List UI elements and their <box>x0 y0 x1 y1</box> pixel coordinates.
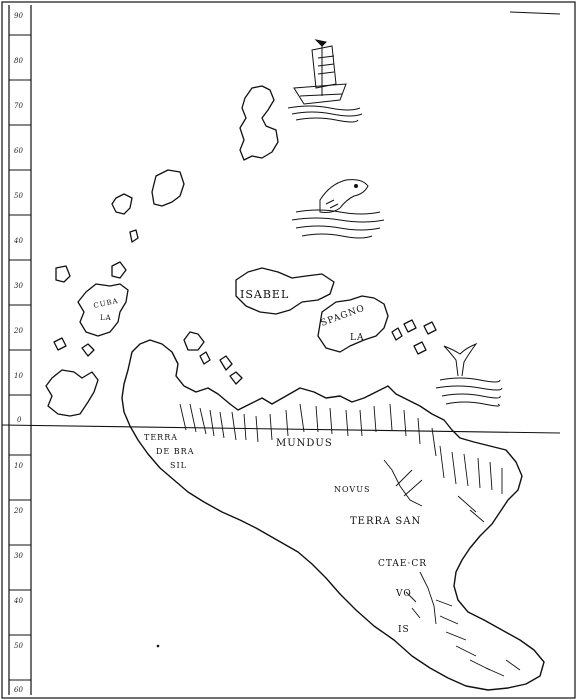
ship-illustration <box>288 40 362 122</box>
island-small-8 <box>424 322 436 334</box>
scale-label-50: 50 <box>14 192 23 200</box>
label-spagnola-top: SPAGNO <box>319 303 367 329</box>
scale-label-s50: 50 <box>14 642 23 650</box>
island-small-11 <box>184 332 204 350</box>
label-vo: VO <box>396 589 412 599</box>
scale-label-90: 90 <box>14 12 23 20</box>
label-cuba-bottom: LA <box>100 314 112 322</box>
map-border <box>2 2 575 698</box>
island-small-12 <box>200 352 210 364</box>
map-dot <box>157 645 160 648</box>
south-america-outline <box>122 340 544 690</box>
island-small-10 <box>414 342 426 354</box>
label-de-bra: DE BRA <box>156 447 195 456</box>
island-small-2 <box>130 230 138 242</box>
label-isabel: ISABEL <box>240 288 290 301</box>
scale-label-s30: 30 <box>14 552 23 560</box>
island-cuba <box>78 284 128 336</box>
island-small-7 <box>404 320 416 332</box>
scale-label-70: 70 <box>14 102 23 110</box>
sea-monster-illustration <box>292 180 384 238</box>
scale-label-s40: 40 <box>14 597 23 605</box>
label-spagnola-bottom: LA <box>350 333 365 343</box>
scale-label-20: 20 <box>14 327 23 335</box>
river-2 <box>420 572 436 624</box>
label-ctae-cr: CTAE·CR <box>378 559 427 569</box>
latitude-scale <box>9 5 31 695</box>
scale-label-10: 10 <box>14 372 23 380</box>
island-small-4 <box>112 262 126 278</box>
scale-label-40: 40 <box>14 237 23 245</box>
island-small-14 <box>230 372 242 384</box>
island-small-9 <box>392 328 402 340</box>
island-small-1 <box>112 194 132 214</box>
island-north-large <box>240 86 278 160</box>
corner-mark <box>510 12 560 14</box>
scale-label-s60: 60 <box>14 686 23 694</box>
label-novus: NOVUS <box>334 485 371 494</box>
label-terra: TERRA <box>144 433 178 442</box>
whale-tail-illustration <box>436 344 502 406</box>
label-sil: SIL <box>170 461 187 470</box>
island-mid <box>152 170 184 206</box>
scale-label-s20: 20 <box>14 507 23 515</box>
equator-line <box>2 425 560 433</box>
island-small-6 <box>82 344 94 356</box>
island-small-5 <box>54 338 66 350</box>
island-southwest <box>46 370 98 416</box>
scale-label-60: 60 <box>14 147 23 155</box>
scale-label-equator: 0 <box>17 416 22 424</box>
label-mundus: MUNDUS <box>276 438 333 449</box>
scale-label-80: 80 <box>14 57 23 65</box>
label-cuba-top: CUBA <box>92 296 120 310</box>
scale-label-30: 30 <box>14 282 23 290</box>
scale-label-s10: 10 <box>14 462 23 470</box>
mainland <box>122 340 544 690</box>
label-terra-san: TERRA SAN <box>350 516 422 527</box>
island-small-3 <box>56 266 70 282</box>
label-is: IS <box>398 625 410 635</box>
islands <box>46 86 436 416</box>
island-small-13 <box>220 356 232 370</box>
river <box>384 460 422 506</box>
